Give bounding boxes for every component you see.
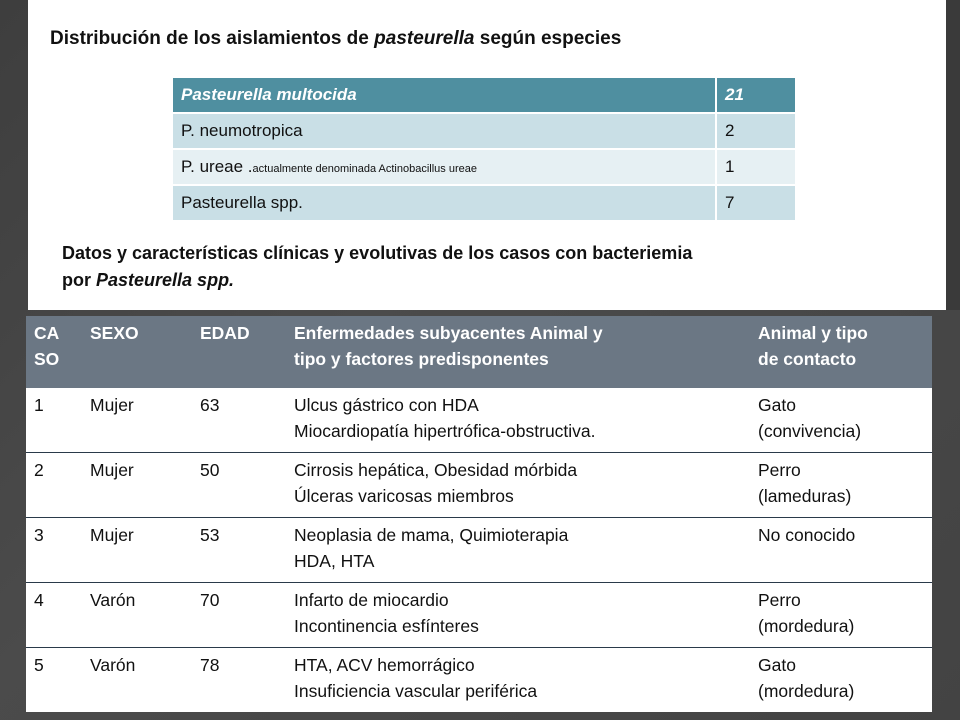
cell-edad: 78 <box>192 648 286 713</box>
table-row <box>26 388 932 453</box>
species-table <box>171 76 797 222</box>
species-title: Distribución de los aislamientos de pasteurella según especies <box>50 28 622 49</box>
cases-title: Datos y características clínicas y evolutivas de los casos con bacteriemia por Pasteurella spp. <box>62 243 693 290</box>
table-row <box>26 648 932 713</box>
cell-sexo: Mujer <box>82 518 192 583</box>
table-row <box>172 77 796 113</box>
table-row <box>172 149 796 185</box>
cell-animal: Perro (lameduras) <box>750 453 932 518</box>
species-count: 7 <box>716 185 796 221</box>
cell-enfermedades: Ulcus gástrico con HDA Miocardiopatía hipertrófica-obstructiva. <box>286 388 750 453</box>
cell-sexo: Varón <box>82 648 192 713</box>
table-header-row <box>26 316 932 388</box>
cell-enfermedades: HTA, ACV hemorrágico Insuficiencia vascular periférica <box>286 648 750 713</box>
cell-sexo: Mujer <box>82 388 192 453</box>
cell-caso: 5 <box>26 648 82 713</box>
cell-edad: 70 <box>192 583 286 648</box>
cell-enfermedades: Cirrosis hepática, Obesidad mórbida Úlceras varicosas miembros <box>286 453 750 518</box>
header-animal: Animal y tipo de contacto <box>750 316 932 388</box>
cell-sexo: Mujer <box>82 453 192 518</box>
right-stripe <box>946 0 960 310</box>
header-enfermedades: Enfermedades subyacentes Animal y tipo y factores predisponentes <box>286 316 750 388</box>
table-row <box>172 185 796 221</box>
cell-edad: 53 <box>192 518 286 583</box>
cell-caso: 1 <box>26 388 82 453</box>
species-count: 21 <box>716 77 796 113</box>
cases-table <box>26 316 932 712</box>
cell-sexo: Varón <box>82 583 192 648</box>
cell-caso: 4 <box>26 583 82 648</box>
table-row <box>26 518 932 583</box>
species-name: Pasteurella spp. <box>172 185 716 221</box>
cell-enfermedades: Infarto de miocardio Incontinencia esfínteres <box>286 583 750 648</box>
cell-animal: No conocido <box>750 518 932 583</box>
species-count: 2 <box>716 113 796 149</box>
cell-caso: 2 <box>26 453 82 518</box>
cell-edad: 50 <box>192 453 286 518</box>
cell-caso: 3 <box>26 518 82 583</box>
cell-animal: Gato (mordedura) <box>750 648 932 713</box>
table-row <box>26 453 932 518</box>
table-row <box>26 583 932 648</box>
cell-animal: Gato (convivencia) <box>750 388 932 453</box>
species-note: actualmente denominada Actinobacillus ureae <box>252 163 477 175</box>
species-name: Pasteurella multocida <box>172 77 716 113</box>
species-name: P. ureae . <box>181 157 253 176</box>
table-row <box>172 113 796 149</box>
cell-enfermedades: Neoplasia de mama, Quimioterapia HDA, HTA <box>286 518 750 583</box>
header-sexo: SEXO <box>82 316 192 388</box>
species-name: P. neumotropica <box>172 113 716 149</box>
cell-edad: 63 <box>192 388 286 453</box>
header-caso: CA SO <box>26 316 82 388</box>
header-edad: EDAD <box>192 316 286 388</box>
species-name-cell <box>172 149 716 185</box>
cell-animal: Perro (mordedura) <box>750 583 932 648</box>
species-count: 1 <box>716 149 796 185</box>
